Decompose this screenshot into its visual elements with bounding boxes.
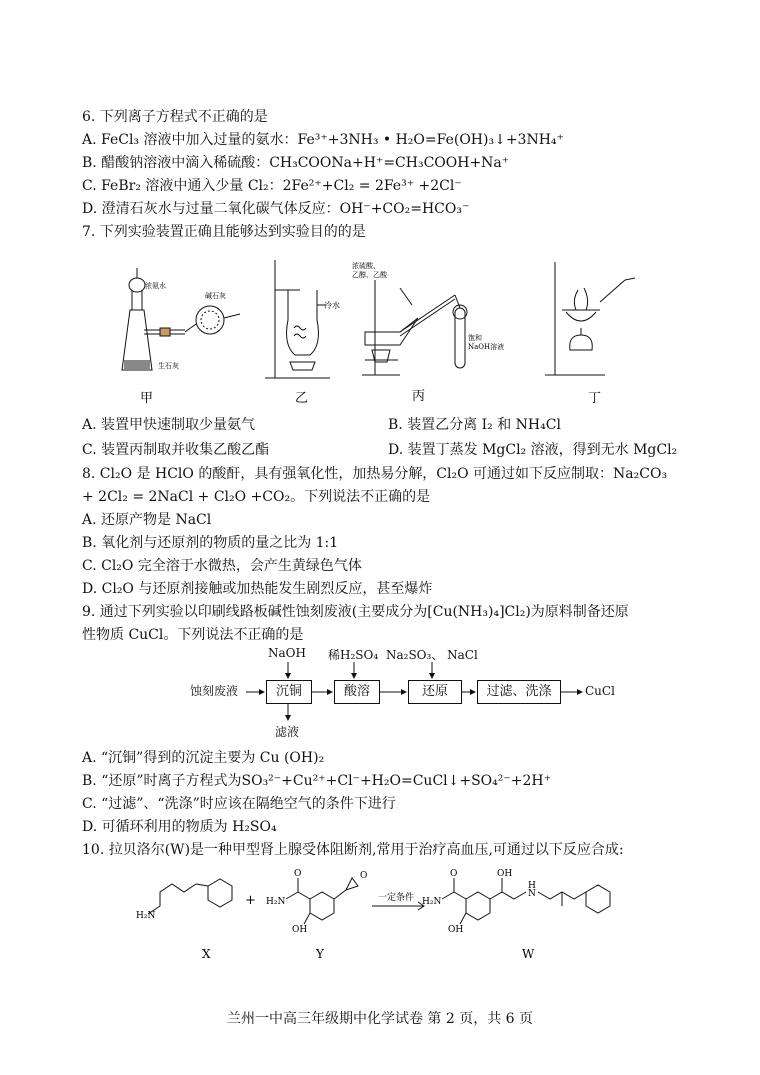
label-quicklime: 生石灰: [158, 362, 179, 370]
flow-end: CuCl: [585, 684, 615, 698]
flow-input-2: 稀H₂SO₄: [328, 648, 379, 662]
q8-stem-line1: 8. Cl₂O 是 HClO 的酸酐，具有强氧化性，加热易分解，Cl₂O 可通过如下反应制取：Na₂CO₃: [82, 466, 668, 482]
label-reagents-2: 乙醇、乙酸: [352, 271, 387, 279]
x-h2n: H₂N: [136, 911, 156, 921]
flow-box-2: 酸溶: [334, 680, 380, 704]
q6-option-c: C. FeBr₂ 溶液中通入少量 Cl₂：2Fe²⁺+Cl₂ = 2Fe³⁺ +2Cl⁻: [82, 178, 462, 194]
flow-box-1: 沉铜: [266, 680, 312, 704]
q9-stem-line2: 性物质 CuCl。下列说法不正确的是: [82, 627, 304, 643]
q7-stem: 7. 下列实验装置正确且能够达到实验目的的是: [82, 224, 366, 240]
y-h2n: H₂N: [266, 897, 286, 907]
flow-start: 蚀刻废液: [190, 684, 239, 698]
reaction-condition: 一定条件: [378, 893, 415, 903]
q6-option-b: B. 醋酸钠溶液中滴入稀硫酸：CH₃COONa+H⁺=CH₃COOH+Na⁺: [82, 155, 510, 171]
y-epoxide-o: O: [360, 871, 368, 881]
label-naoh-2: NaOH溶液: [468, 343, 505, 351]
flow-box-3: 还原: [408, 680, 462, 704]
q8-option-d: D. Cl₂O 与还原剂接触或加热能发生剧烈反应，甚至爆炸: [82, 581, 433, 597]
label-reagents-1: 浓硫酸、: [352, 262, 380, 270]
label-y: Y: [316, 947, 324, 961]
flow-input-1: NaOH: [268, 646, 306, 660]
q7-option-a: A. 装置甲快速制取少量氨气: [82, 417, 256, 433]
page-footer: 兰州一中高三年级期中化学试卷 第 2 页，共 6 页: [226, 1011, 534, 1027]
flow-output-1: 滤液: [275, 725, 300, 739]
label-soda-lime: 碱石灰: [205, 292, 226, 300]
label-ammonia: 浓氨水: [145, 282, 166, 290]
y-oxygen: O: [294, 869, 302, 879]
q8-option-a: A. 还原产物是 NaCl: [82, 512, 212, 528]
q9-option-c: C. “过滤”、“洗涤”时应该在隔绝空气的条件下进行: [82, 796, 396, 812]
q10-stem: 10. 拉贝洛尔(W)是一种甲型肾上腺受体阻断剂,常用于治疗高血压,可通过以下反应合成:: [82, 842, 624, 858]
w-h2n: H₂N: [422, 897, 442, 907]
w-nh-h: H: [528, 881, 536, 891]
q7-option-c: C. 装置丙制取并收集乙酸乙酯: [82, 442, 270, 458]
label-ding: 丁: [588, 391, 602, 406]
w-oxygen: O: [450, 869, 458, 879]
q8-option-c: C. Cl₂O 完全溶于水微热，会产生黄绿色气体: [82, 558, 362, 574]
q6-option-a: A. FeCl₃ 溶液中加入过量的氨水：Fe³⁺+3NH₃ • H₂O=Fe(OH)₃↓+3NH₄⁺: [82, 132, 564, 148]
w-oh: OH: [497, 869, 513, 879]
q7-option-d: D. 装置丁蒸发 MgCl₂ 溶液，得到无水 MgCl₂: [388, 442, 678, 458]
q9-option-a: A. “沉铜”得到的沉淀主要为 Cu (OH)₂: [82, 750, 325, 766]
label-bing: 丙: [412, 389, 426, 404]
q9-option-d: D. 可循环利用的物质为 H₂SO₄: [82, 819, 277, 835]
label-cold-water: 冷水: [324, 301, 340, 310]
label-yi: 乙: [295, 391, 309, 406]
label-x: X: [202, 947, 211, 961]
q10-reaction-scheme: [120, 866, 640, 976]
label-w: W: [522, 947, 535, 961]
q8-stem-line2: + 2Cl₂ = 2NaCl + Cl₂O +CO₂。下列说法不正确的是: [82, 489, 431, 505]
label-jia: 甲: [140, 391, 154, 406]
q6-stem: 6. 下列离子方程式不正确的是: [82, 109, 268, 125]
q9-option-b: B. “还原”时离子方程式为SO₃²⁻+Cu²⁺+Cl⁻+H₂O=CuCl↓+SO₄²⁻+2H⁺: [82, 773, 552, 789]
label-naoh-1: 饱和: [468, 334, 482, 342]
q7-option-b: B. 装置乙分离 I₂ 和 NH₄Cl: [388, 417, 561, 433]
flow-box-4: 过滤、洗涤: [477, 680, 561, 704]
q9-stem-line1: 9. 通过下列实验以印刷线路板碱性蚀刻废液(主要成分为[Cu(NH₃)₄]Cl₂)为原料制备还原: [82, 604, 629, 620]
q6-option-d: D. 澄清石灰水与过量二氧化碳气体反应：OH⁻+CO₂=HCO₃⁻: [82, 201, 470, 217]
q8-option-b: B. 氧化剂与还原剂的物质的量之比为 1:1: [82, 535, 339, 551]
w-oh-phenol: OH: [448, 925, 464, 935]
y-oh: OH: [292, 925, 308, 935]
plus-sign: +: [245, 893, 256, 908]
w-nh-n: N: [528, 889, 536, 899]
flow-input-3: Na₂SO₃、 NaCl: [386, 648, 478, 662]
